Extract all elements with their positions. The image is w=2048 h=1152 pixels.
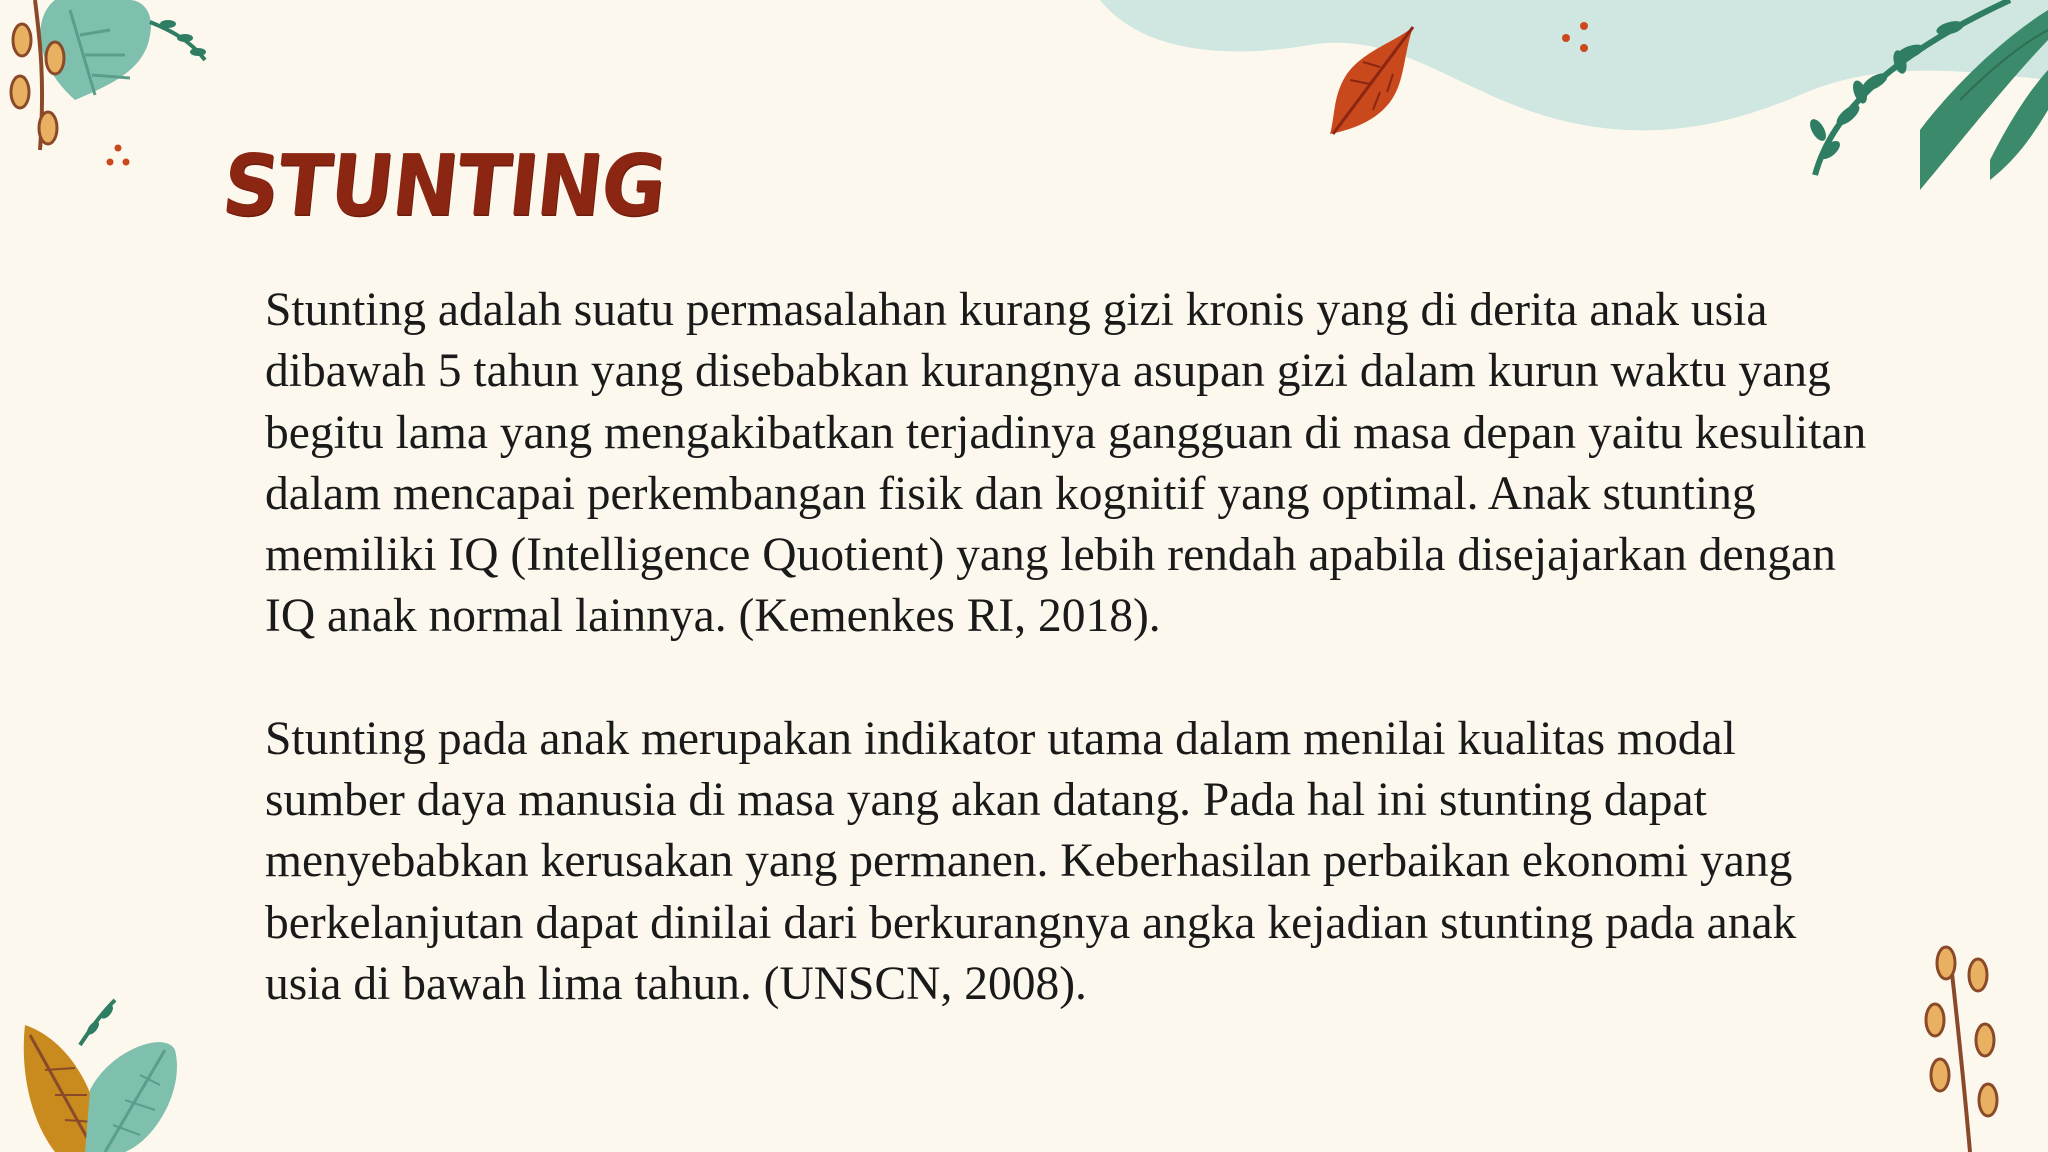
dots-icon: [1556, 18, 1596, 58]
top-right-fern-icon: [1790, 0, 2048, 200]
paragraph-impact: Stunting pada anak merupakan indikator utama dalam menilai kualitas modal sumber daya manusia di masa yang akan datang. Pada hal ini stunting dapat menyebabkan kerusakan yang permanen. Keberhasilan perbaikan ekonomi yang berkelanjutan dapat dinilai dari berkurangnya angka kejadian stunting pada anak usia di bawah lima tahun. (UNSCN, 2008).: [265, 712, 1797, 1010]
slide-title: STUNTING: [217, 138, 670, 236]
bottom-left-foliage-icon: [15, 990, 195, 1152]
top-left-foliage-icon: [0, 0, 220, 180]
slide-body: [265, 280, 1875, 1015]
paragraph-definition: Stunting adalah suatu permasalahan kurang gizi kronis yang di derita anak usia dibawah 5 tahun yang disebabkan kurangnya asupan gizi dalam kurun waktu yang begitu lama yang mengakibatkan terjadinya gangguan di masa depan yaitu kesulitan dalam mencapai perkembangan fisik dan kognitif yang optimal. Anak stunting memiliki IQ (Intelligence Quotient) yang lebih rendah apabila disejajarkan dengan IQ anak normal lainnya. (Kemenkes RI, 2018).: [265, 284, 1867, 643]
bottom-right-branch-icon: [1910, 945, 2010, 1152]
orange-leaf-icon: [1325, 22, 1425, 142]
